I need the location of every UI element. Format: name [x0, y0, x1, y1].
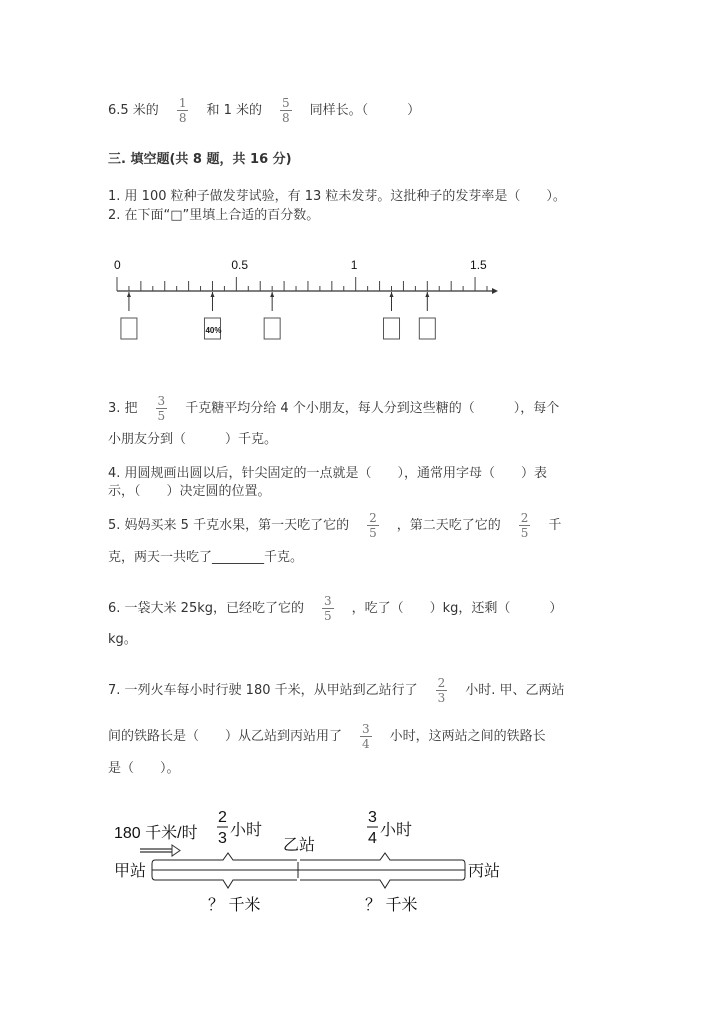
top-braces: [155, 853, 462, 860]
pointer-arrow-head: [270, 292, 274, 297]
num: 1: [178, 96, 187, 110]
text: 7. 一列火车每小时行驶 180 千米，从甲站到乙站行了: [108, 683, 418, 698]
answer-box: [264, 318, 280, 339]
t2-den: 4: [368, 830, 377, 847]
fraction: [280, 96, 292, 125]
pointer-arrow-head: [127, 292, 131, 297]
section-title: 三. 填空题(共 8 题，共 16 分): [108, 152, 292, 167]
den: 3: [437, 691, 446, 705]
num: 3: [324, 594, 332, 608]
prev-item-6: [108, 96, 420, 125]
speed-label: 180 千米/时: [114, 825, 198, 842]
question-4-line2: 示，（ ）决定圆的位置。: [108, 484, 271, 499]
number-line-figure: [100, 250, 510, 350]
den: 5: [157, 409, 166, 423]
question-1: 1. 用 100 粒种子做发芽试验，有 13 粒未发芽。这批种子的发芽率是（ ）。: [108, 189, 566, 204]
den: 5: [324, 609, 332, 623]
question-6-line2: kg。: [108, 632, 137, 647]
fraction: [360, 722, 372, 751]
tick-label: 0.5: [231, 258, 249, 272]
text: 5. 妈妈买来 5 千克水果，第一天吃了它的: [108, 518, 350, 533]
given-answer: 40%: [205, 326, 222, 335]
num: 2: [437, 676, 446, 690]
fraction: [436, 676, 448, 705]
den: 5: [369, 526, 377, 540]
num: 3: [362, 722, 370, 736]
question-3: [108, 394, 559, 423]
text: 和 1 米的: [206, 103, 262, 118]
num: 3: [157, 394, 166, 408]
t1-den: 3: [218, 830, 227, 847]
text: 3. 把: [108, 401, 138, 416]
text: 间的铁路长是（ ）从乙站到丙站用了: [108, 729, 343, 744]
station-c: 丙站: [468, 863, 501, 880]
fraction: [519, 511, 531, 540]
pointer-arrow-head: [390, 292, 394, 297]
question-4: 4. 用圆规画出圆以后，针尖固定的一点就是（ ），通常用字母（ ）表: [108, 466, 548, 481]
tick-label: 1: [350, 258, 358, 272]
tick-label: 1.5: [470, 258, 487, 272]
bottom-braces: [155, 880, 462, 888]
fraction: [177, 96, 189, 125]
den: 8: [282, 111, 290, 125]
question-7-line2: [108, 722, 546, 751]
pointer-arrow-head: [210, 292, 214, 297]
question-6: [108, 594, 562, 623]
den: 4: [362, 737, 370, 751]
question-5: [108, 511, 561, 540]
tick-label: 0: [114, 258, 121, 272]
question-5-line2: 克，两天一共吃了________千克。: [108, 550, 304, 565]
arrow-head: [172, 845, 180, 856]
answer-box: [121, 318, 137, 339]
num: 5: [282, 96, 290, 110]
question-7-line3: 是（ ）。: [108, 761, 180, 776]
num: 2: [520, 511, 529, 525]
text: 6. 一袋大米 25kg，已经吃了它的: [108, 601, 304, 616]
fraction: [322, 594, 334, 623]
t2-num: 3: [368, 809, 377, 826]
distance-1: ？ 千米: [208, 897, 261, 914]
station-a: 甲站: [114, 863, 147, 880]
answer-box: [419, 318, 435, 339]
direction-arrow: [140, 849, 172, 852]
text: ，吃了（ ）kg，还剩（ ）: [351, 601, 563, 616]
question-2: 2. 在下面“□”里填上合适的百分数。: [108, 208, 320, 223]
station-b: 乙站: [283, 837, 316, 854]
fraction: [367, 511, 379, 540]
axis-arrow-icon: [492, 288, 498, 294]
text: 千克糖平均分给 4 个小朋友，每人分到这些糖的（ ），每个: [185, 401, 560, 416]
question-7: [108, 676, 565, 705]
num: 2: [369, 511, 377, 525]
t1-num: 2: [218, 809, 227, 826]
text: 同样长。（ ）: [309, 103, 421, 118]
text: 千: [548, 518, 562, 533]
hour-label: 小时: [230, 822, 263, 839]
question-3-line2: 小朋友分到（ ）千克。: [108, 432, 278, 447]
distance-2: ？ 千米: [365, 897, 418, 914]
fraction: [156, 394, 168, 423]
den: 5: [520, 526, 529, 540]
pointer-arrow-head: [425, 292, 429, 297]
hour-label: 小时: [380, 822, 413, 839]
den: 8: [178, 111, 187, 125]
answer-box: [384, 318, 400, 339]
text: 小时，这两站之间的铁路长: [389, 729, 546, 744]
text: 小时. 甲、乙两站: [465, 683, 565, 698]
text: 6.5 米的: [108, 103, 159, 118]
text: ，第二天吃了它的: [396, 518, 501, 533]
train-diagram: [100, 800, 510, 930]
